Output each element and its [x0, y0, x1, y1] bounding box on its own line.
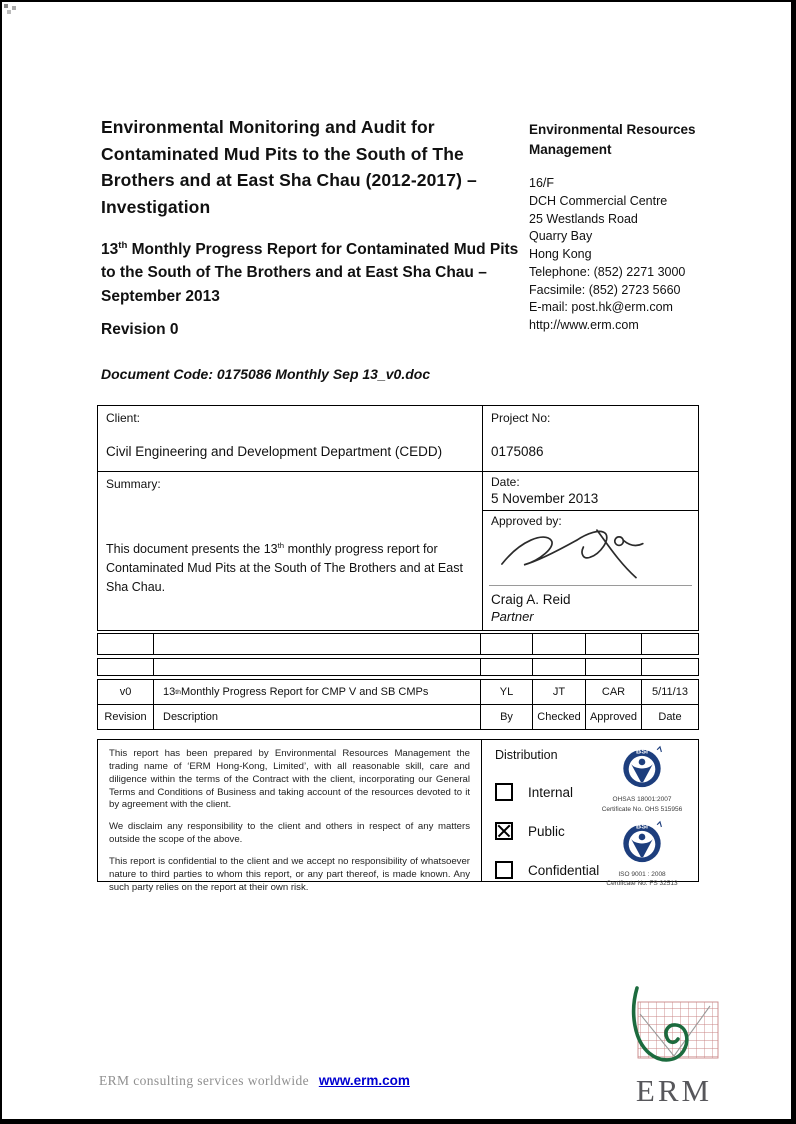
- project-cell: [483, 406, 698, 471]
- revision-description: 13 th Monthly Progress Report for CMP V and SB CMPs: [154, 680, 481, 704]
- page-footer: [99, 1073, 410, 1089]
- distribution-section: [482, 740, 698, 888]
- address-line: 25 Westlands Road: [529, 211, 638, 226]
- revision-by: YL: [481, 680, 533, 704]
- bsi-logo-icon: [619, 744, 665, 790]
- disclaimer-text: [98, 740, 482, 893]
- subtitle-superscript: th: [118, 239, 128, 251]
- header-checked: Checked: [533, 705, 586, 729]
- project-value: 0175086: [491, 444, 544, 459]
- client-value: Civil Engineering and Development Department (CEDD): [106, 444, 443, 459]
- header-by: By: [481, 705, 533, 729]
- approved-by-label: Approved by:: [491, 513, 562, 528]
- approver-name: Craig A. Reid: [491, 592, 571, 607]
- info-table: [97, 405, 699, 631]
- header-approved: Approved: [586, 705, 642, 729]
- revision-id: v0: [98, 680, 154, 704]
- table-row: [98, 680, 698, 704]
- approved-by-cell: [483, 511, 698, 586]
- summary-cell: [98, 472, 483, 630]
- certification-logos: [590, 744, 694, 893]
- confidential-checkbox: [495, 861, 513, 879]
- client-cell: [98, 406, 483, 471]
- confidential-label: Confidential: [528, 862, 600, 878]
- disclaimer-distribution-box: [97, 739, 699, 893]
- internal-checkbox: [495, 783, 513, 801]
- revision-date: 5/11/13: [652, 686, 688, 698]
- approver-title: Partner: [491, 609, 534, 624]
- cert-standard: ISO 9001 : 2008: [618, 870, 666, 878]
- date-label: Date:: [491, 475, 520, 489]
- svg-text:BSI: BSI: [636, 821, 648, 830]
- summary-superscript: th: [277, 541, 285, 550]
- scan-artifact: [4, 4, 8, 8]
- revision-empty-row: [97, 658, 699, 676]
- summary-text-pre: This document presents the 13: [106, 542, 278, 557]
- report-subtitle: [101, 238, 533, 308]
- revision-empty-row: [97, 633, 699, 655]
- header-revision: Revision: [98, 705, 154, 729]
- approver-cell: [483, 586, 698, 630]
- summary-label: Summary:: [106, 477, 161, 491]
- client-label: Client:: [106, 411, 141, 425]
- cert-number: Certificate No. OHS 515956: [601, 805, 683, 813]
- header-date: Date: [658, 711, 682, 723]
- revision-table: [97, 679, 699, 730]
- subtitle-text: 13: [101, 241, 119, 258]
- svg-text:BSI: BSI: [636, 747, 648, 756]
- erm-fern-grid-icon: [616, 984, 732, 1070]
- subtitle-text-rest: Monthly Progress Report for Contaminated Mud Pits to the South of The Brothers and at East Sha Chau – September 2013: [101, 241, 519, 305]
- erm-website-link[interactable]: www.erm.com: [318, 1073, 410, 1088]
- bsi-iso-certification: [590, 819, 694, 890]
- public-checkbox: [495, 822, 513, 840]
- summary-row: [98, 471, 698, 630]
- approval-column: [483, 472, 698, 630]
- table-header-row: [98, 704, 698, 729]
- company-block: [529, 120, 739, 335]
- internal-label: Internal: [528, 784, 574, 800]
- document-code: Document Code: 0175086 Monthly Sep 13_v0.doc: [101, 366, 431, 382]
- revision-approved: CAR: [586, 680, 642, 704]
- header-description: Description: [154, 705, 481, 729]
- date-cell: [483, 472, 698, 511]
- disclaimer-paragraph: This report is confidential to the client and we accept no responsibility of whatsoever nature to third parties to whom this report, or any part thereof, is made known. Any such party relies on the report at their own risk.: [109, 855, 470, 893]
- page-title: Environmental Monitoring and Audit for Contaminated Mud Pits to the South of The Brothers and at East Sha Chau (2012-2017) – Investigation: [101, 117, 477, 217]
- project-label: Project No:: [491, 411, 551, 425]
- erm-wordmark: ERM: [635, 1073, 713, 1108]
- summary-text: [106, 540, 474, 596]
- address-line: Hong Kong: [529, 247, 592, 262]
- signature-line: [489, 585, 692, 586]
- bsi-logo-icon: [619, 819, 665, 865]
- company-name: Environmental Resources Management: [529, 122, 696, 157]
- address-line: DCH Commercial Centre: [529, 193, 668, 208]
- cert-standard: OHSAS 18001:2007: [612, 796, 672, 803]
- bsi-ohsas-certification: [590, 744, 694, 815]
- revision-label: Revision 0: [101, 321, 179, 338]
- client-row: [98, 406, 698, 471]
- date-value: 5 November 2013: [491, 491, 599, 506]
- revision-checked: JT: [533, 680, 586, 704]
- footer-tagline: ERM consulting services worldwide: [99, 1073, 310, 1088]
- address-line: 16/F: [529, 176, 555, 191]
- erm-logo: [614, 984, 734, 1109]
- disclaimer-paragraph: We disclaim any responsibility to the client and others in respect of any matters outside the scope of the above.: [109, 821, 470, 846]
- phone-line: Telephone: (852) 2271 3000: [529, 264, 686, 279]
- email-line: E-mail: post.hk@erm.com: [529, 300, 673, 315]
- public-label: Public: [528, 823, 565, 839]
- fax-line: Facsimile: (852) 2723 5660: [529, 282, 681, 297]
- summary-text-rest: monthly progress report for Contaminated Mud Pits at the South of The Brothers and at East Sha Chau.: [106, 542, 463, 594]
- signature-image: [495, 525, 665, 581]
- address-line: Quarry Bay: [529, 229, 593, 244]
- website-line: http://www.erm.com: [529, 318, 639, 333]
- company-address: [529, 175, 739, 335]
- distribution-label: Distribution: [495, 748, 558, 762]
- disclaimer-paragraph: This report has been prepared by Environmental Resources Management the trading name of ‘ERM Hong-Kong, Limited’, with all reasonable skill, care and diligence within the terms of the Contract with the client, incorporating our General Terms and Conditions of Business and taking account of the resources devoted to it by agreement with the client.: [109, 748, 470, 811]
- cert-number: Certificate No. FS 32513: [606, 880, 678, 888]
